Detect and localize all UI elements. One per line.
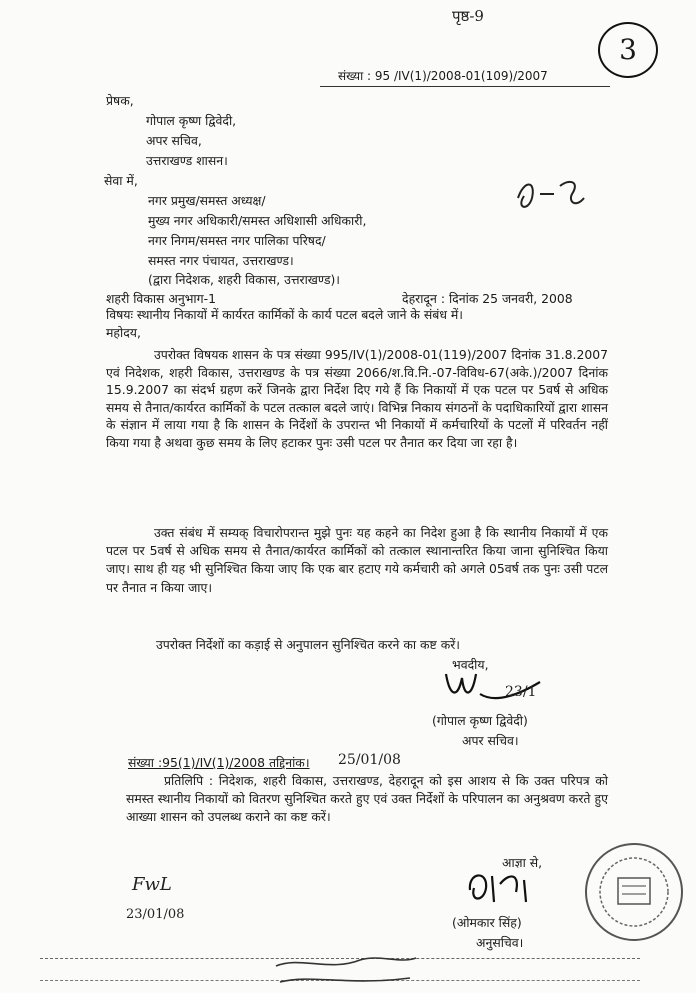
closing-signatory: (गोपाल कृष्ण द्विवेदी)	[432, 713, 528, 728]
recipient-line: समस्त नगर पंचायत, उत्तराखण्ड।	[148, 253, 294, 268]
handwritten-initials	[510, 168, 590, 218]
place-date: देहरादून : दिनांक 25 जनवरी, 2008	[402, 291, 573, 306]
sender-label: प्रेषक,	[106, 93, 134, 108]
recipients-label: सेवा में,	[104, 173, 138, 188]
reference-number: संख्या : 95 /IV(1)/2008-01(109)/2007	[338, 69, 548, 83]
valediction: भवदीय,	[452, 657, 489, 672]
bottom-handwriting	[270, 942, 420, 990]
sender-designation: अपर सचिव,	[146, 133, 202, 148]
copy-number-line: संख्या :95(1)/IV(1)/2008 तद्दिनांक।	[128, 755, 310, 770]
salutation: महोदय,	[106, 325, 141, 340]
signature-date: 23/1	[505, 684, 537, 700]
order-signatory: (ओमकार सिंह)	[452, 915, 522, 930]
page-note: पृष्ठ-9	[452, 7, 484, 25]
by-order-label: आज्ञा से,	[502, 855, 543, 870]
sender-office: उत्तराखण्ड शासन।	[146, 153, 228, 168]
signature-omkar	[460, 862, 550, 912]
body-paragraph-3: उपरोक्त निर्देशों का कड़ाई से अनुपालन सुनिश्चित करने का कष्ट करें।	[156, 637, 460, 652]
recipient-line: नगर प्रमुख/समस्त अध्यक्ष/	[148, 193, 266, 208]
closing-designation: अपर सचिव।	[462, 733, 519, 748]
copy-text: प्रतिलिपि : निदेशक, शहरी विकास, उत्तराखण्ड, देहरादून को इस आशय से कि उक्त परिपत्र को समस्त स्थानीय निकायों को वितरण सुनिश्चित करते हुए एवं उक्त निर्देशों के परिपालन का अनुश्रवण करते हुए आख्या शासन को उपलब्ध कराने का कष्ट करें।	[126, 773, 608, 824]
circled-page-number: 3	[598, 22, 658, 78]
recipient-line: नगर निगम/समस्त नगर पालिका परिषद/	[148, 233, 326, 248]
body-paragraph-2: उक्त संबंध में सम्यक् विचारोपरान्त मुझे पुनः यह कहने का निदेश हुआ है कि स्थानीय निकायों में एक पटल पर 5वर्ष से अधिक समय से तैनात/कार्यरत कार्मिकों को तत्काल स्थानान्तरित किया जाना सुनिश्चित किया जाए। साथ ही यह भी सुनिश्चित किया जाए कि एक बार हटाए गये कर्मचारी को अगले 05वर्ष तक पुनः उसी पटल पर तैनात न किया जाए।	[106, 525, 608, 595]
recipient-line: (द्वारा निदेशक, शहरी विकास, उत्तराखण्ड)।	[148, 272, 340, 287]
body-paragraph-1: उपरोक्त विषयक शासन के पत्र संख्या 995/IV(1)/2008-01(119)/2007 दिनांक 31.8.2007 एवं निदेशक, शहरी विकास, उत्तराखण्ड के पत्र संख्या 2066/श.वि.नि.-07-विविध-67(अके.)/2007 दिनांक 15.9.2007 का संदर्भ ग्रहण करें जिनके द्वारा निर्देश दिए गये हैं कि निकायों में एक पटल पर 5वर्ष से अधिक समय से तैनात/कार्यरत कार्मिकों के पटल तत्काल बदले जाएं। विभिन्न निकाय संगठनों के पदाधिकारियों द्वारा शासन के संज्ञान में लाया गया है कि शासन के निर्देशों के उपरान्त भी निकायों में कर्मचारियों के पटलों में परिवर्तन नहीं किया गया है अथवा कुछ समय के लिए हटाकर पुनः उसी पटल पर तैनात कर दिया जा रहा है।	[106, 347, 608, 450]
order-designation: अनुसचिव।	[476, 935, 524, 950]
office-seal-stamp	[572, 836, 692, 946]
section-name: शहरी विकास अनुभाग-1	[106, 291, 216, 306]
copy-handwritten-date: 25/01/08	[338, 752, 401, 768]
ref-underline	[320, 86, 610, 87]
margin-initials: FwL	[132, 874, 172, 895]
subject-line: विषयः स्थानीय निकायों में कार्यरत कार्मिकों के कार्य पटल बदले जाने के संबंध में।	[106, 307, 463, 322]
recipient-line: मुख्य नगर अधिकारी/समस्त अधिशासी अधिकारी,	[148, 213, 367, 228]
sender-name: गोपाल कृष्ण द्विवेदी,	[146, 113, 237, 128]
margin-date: 23/01/08	[126, 907, 185, 922]
